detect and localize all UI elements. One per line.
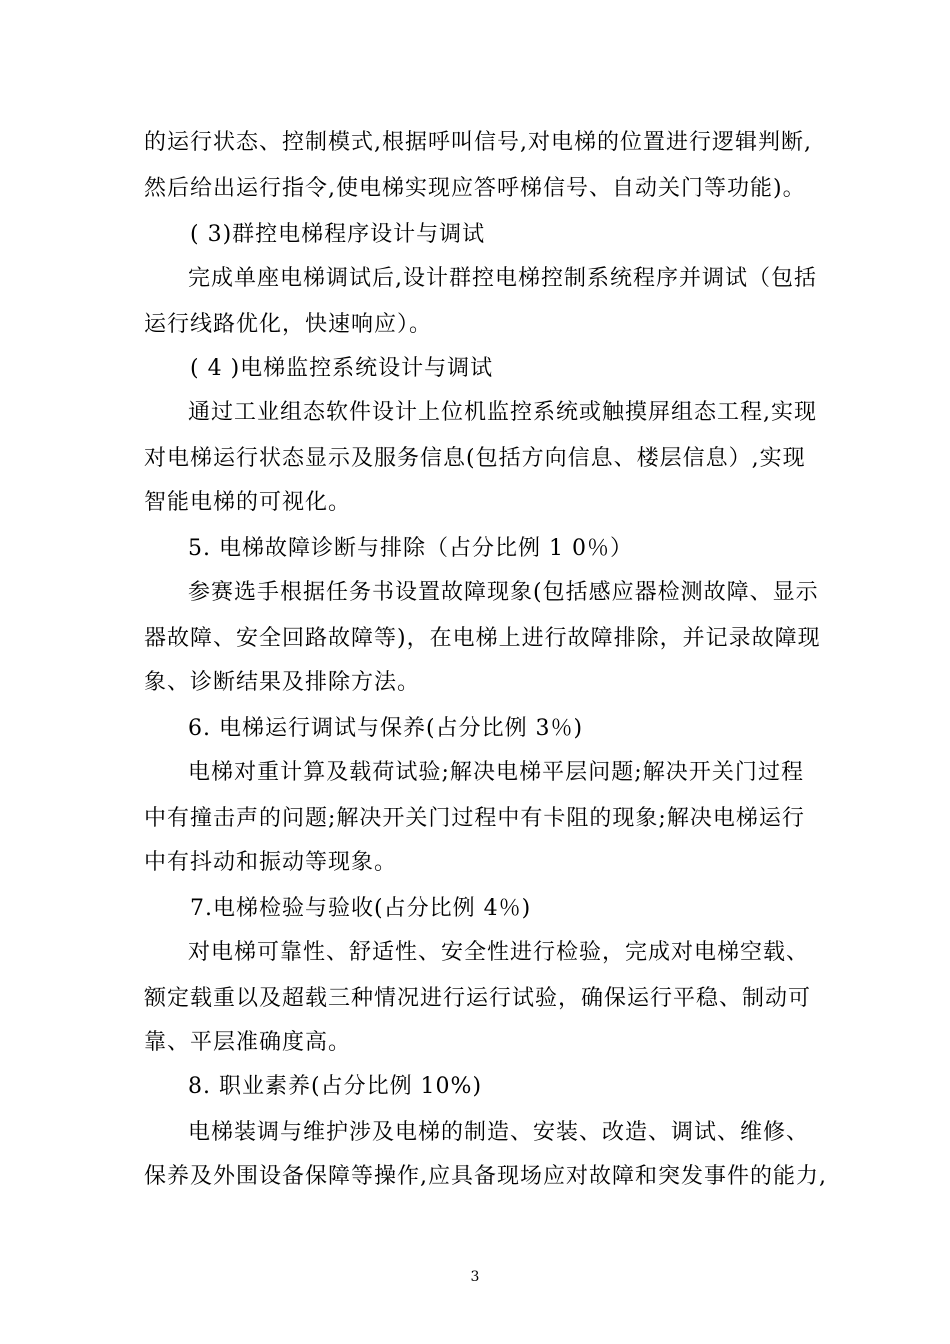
body-line: 中有撞击声的问题;解决开关门过程中有卡阻的现象;解决电梯运行 <box>144 806 805 831</box>
body-line: 额定载重以及超载三种情况进行运行试验，确保运行平稳、制动可 <box>144 986 812 1011</box>
section-heading: 7.电梯检验与验收(占分比例 4％) <box>190 896 532 921</box>
body-line: 电梯装调与维护涉及电梯的制造、安装、改造、调试、维修、 <box>188 1120 810 1145</box>
body-line: 参赛选手根据任务书设置故障现象(包括感应器检测故障、显示 <box>188 580 819 605</box>
body-line: 完成单座电梯调试后,设计群控电梯控制系统程序并调试（包括 <box>188 266 817 291</box>
body-line: 中有抖动和振动等现象。 <box>144 850 398 875</box>
section-heading: 6. 电梯运行调试与保养(占分比例 3％) <box>188 716 584 741</box>
section-heading: ( 3)群控电梯程序设计与调试 <box>190 222 486 247</box>
body-line: 象、诊断结果及排除方法。 <box>144 670 421 695</box>
body-line: 保养及外围设备保障等操作,应具备现场应对故障和突发事件的能力, <box>144 1164 827 1189</box>
page-number: 3 <box>470 1269 480 1285</box>
body-line: 对电梯可靠性、舒适性、安全性进行检验，完成对电梯空载、 <box>188 940 810 965</box>
section-heading: 5. 电梯故障诊断与排除（占分比例 1 0％） <box>188 536 633 561</box>
body-line: 的运行状态、控制模式,根据呼叫信号,对电梯的位置进行逻辑判断, <box>144 130 812 155</box>
body-line: 电梯对重计算及载荷试验;解决电梯平层问题;解决开关门过程 <box>188 760 804 785</box>
section-heading: 8. 职业素养(占分比例 10%) <box>188 1074 483 1099</box>
body-line: 靠、平层准确度高。 <box>144 1030 352 1055</box>
body-line: 然后给出运行指令,使电梯实现应答呼梯信号、自动关门等功能)。 <box>144 176 806 201</box>
body-line: 通过工业组态软件设计上位机监控系统或触摸屏组态工程,实现 <box>188 400 817 425</box>
body-line: 对电梯运行状态显示及服务信息(包括方向信息、楼层信息）,实现 <box>144 446 806 471</box>
section-heading: ( 4 )电梯监控系统设计与调试 <box>190 356 494 381</box>
body-line: 运行线路优化，快速响应）。 <box>144 312 433 337</box>
body-line: 智能电梯的可视化。 <box>144 490 352 515</box>
body-line: 器故障、安全回路故障等)，在电梯上进行故障排除，并记录故障现 <box>144 626 821 651</box>
